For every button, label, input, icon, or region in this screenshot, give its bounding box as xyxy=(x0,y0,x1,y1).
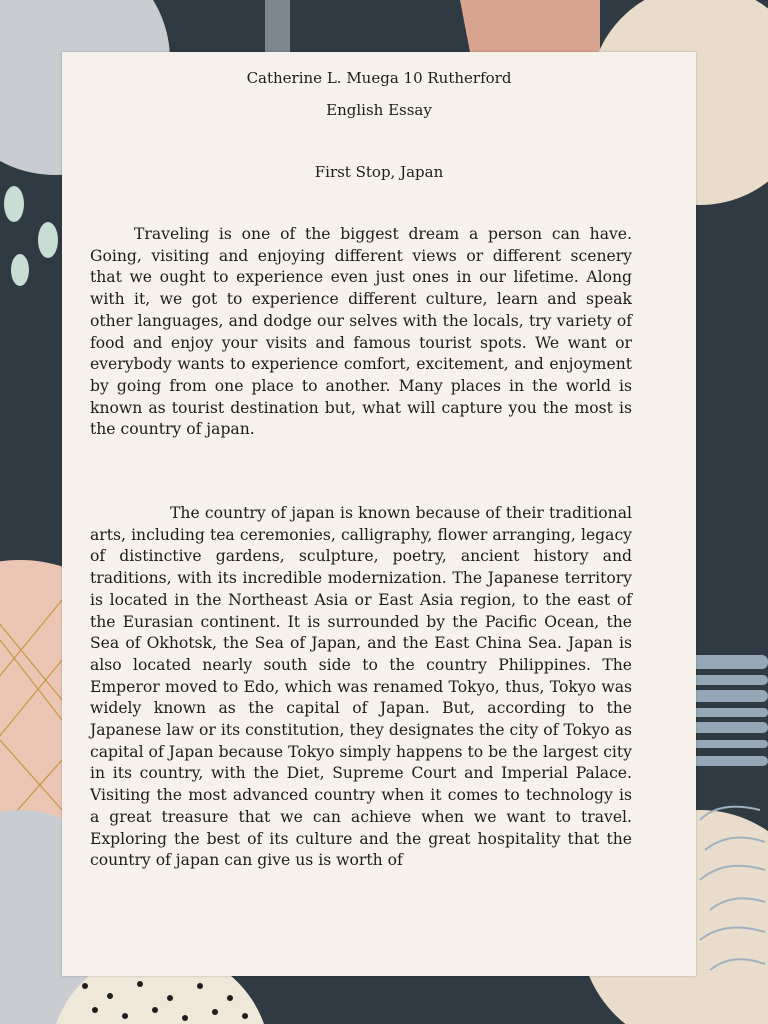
essay-page xyxy=(62,52,696,976)
gray-strip-top xyxy=(265,0,290,55)
mint-dot-3 xyxy=(11,254,29,286)
mint-dot-2 xyxy=(38,222,58,258)
peach-shape-top-right xyxy=(460,0,600,52)
mint-dot-1 xyxy=(4,186,24,222)
author-line: Catherine L. Muega 10 Rutherford xyxy=(246,69,512,87)
essay-title: First Stop, Japan xyxy=(314,163,444,181)
paragraph-2: The country of japan is known because of their traditional arts, including tea ceremonies, calligraphy, flower arranging, legacy of distinctive gardens, sculpture, poetry, ancient history and traditions, with its incredible modernization. The Japanese territory is located in the Northeast Asia or East Asia region, to the east of the Eurasian continent. It is surrounded by the Pacific Ocean, the Sea of Okhotsk, the Sea of Japan, and the East China Sea. Japan is also located nearly south side to the country Philippines. The Emperor moved to Edo, which was renamed Tokyo, thus, Tokyo was widely known as the capital of Japan. But, according to the Japanese law or its constitution, they designates the city of Tokyo as capital of Japan because Tokyo simply happens to be the largest city in its country, with the Diet, Supreme Court and Imperial Palace. Visiting the most advanced country when it comes to technology is a great treasure that we can achieve when we want to travel. Exploring the best of its culture and the great hospitality that the country of japan can give us is worth of xyxy=(90,504,632,870)
subject-line: English Essay xyxy=(326,101,432,119)
paragraph-1: Traveling is one of the biggest dream a person can have. Going, visiting and enjoying different views or different scenery that we ought to experience even just ones in our lifetime. Along with it, we got to experience different culture, learn and speak other languages, and dodge our selves with the locals, try variety of food and enjoy your visits and famous tourist spots. We want or everybody wants to experience comfort, excitement, and enjoyment by going from one place to another. Many places in the world is known as tourist destination but, what will capture you the most is the country of japan. xyxy=(90,225,632,439)
